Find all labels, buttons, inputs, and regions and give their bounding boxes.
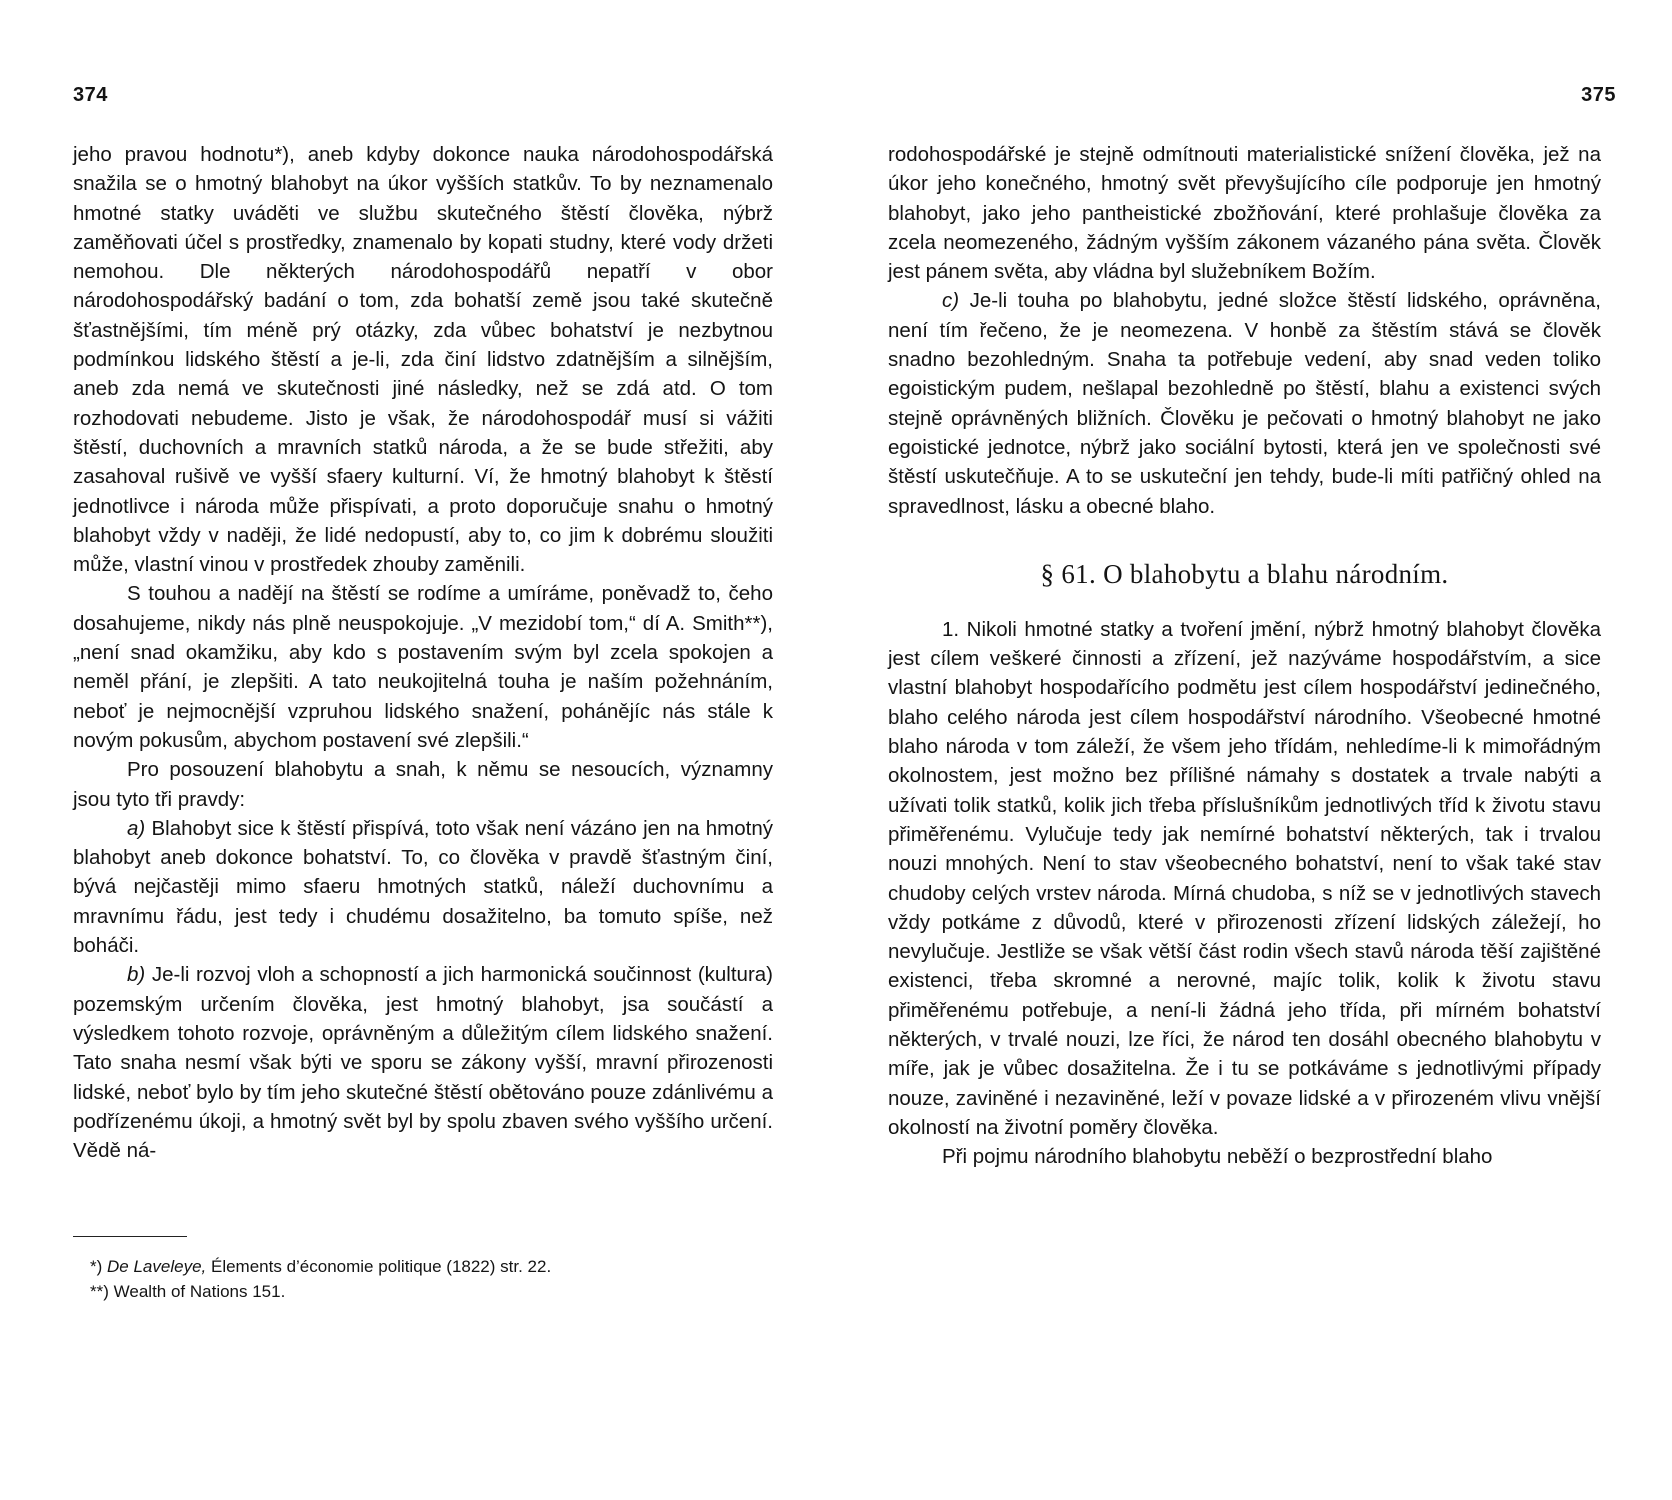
- footnote-mark: *): [90, 1257, 103, 1276]
- paragraph: 1. Nikoli hmotné statky a tvoření jmění, nýbrž hmotný blahobyt člověka jest cílem veškeré činnosti a zřízení, jež nazýváme hospodářstvím, a sice vlastní blahobyt hospodařícího podmětu jest cílem hospodářství jedinečného, blaho celého národa jest cílem hospodářství národního. Všeobecné hmotné blaho národa v tom záleží, že všem jeho třídám, nehledíme-li k mimořádným okolnostem, jest možno bez přílišné námahy s dostatek a trvale nabýti a užívati tolik statků, kolik jich třeba příslušníkům jednotlivých tříd k životu stavu přiměřenému. Vylučuje tedy jak nemírné bohatství některých, tak i trvalou nouzi mnohých. Není to stav všeobecného bohatství, není to však také stav chudoby celých vrstev národa. Mírná chudoba, s níž se v jednotlivých stavech vždy potkáme z důvodů, které v přirozenosti zřízení lidských záležejí, ho nevylučuje. Jestliže se však větší část rodin všech stavů národa těší zajištěné existenci, třeba skromné a nerovné, majíc tolik, kolik k životu stavu přiměřenému potřebuje, a není-li žádná jeho třída, při mírném bohatství některých, v trvalé nouzi, lze říci, že národ ten dosáhl obecného blahobytu v míře, jak je vůbec dosažitelna. Že i tu se potkáváme s jednotlivými případy nouze, zaviněné i nezaviněné, leží v povaze lidské a v přirozeném vlivu vnější okolností na životní poměry člověka.: [888, 617, 1601, 1139]
- page-number: 375: [1581, 84, 1616, 106]
- footnote-1: [90, 1254, 770, 1279]
- page-number: 374: [73, 84, 108, 106]
- list-marker: c): [942, 289, 960, 313]
- right-page-text: [888, 140, 1601, 1172]
- footnote-author: De Laveleye,: [107, 1257, 207, 1276]
- paragraph-b: [73, 960, 773, 1165]
- footnotes: [90, 1254, 770, 1304]
- paragraph: S touhou a nadějí na štěstí se rodíme a umíráme, poněvadž to, čeho dosahujeme, nikdy nás plně neuspokojuje. „V mezidobí tom,“ dí A. Smith**), „není snad okamžiku, aby kdo s postavením svým byl zcela spokojen a neměl přání, je zlepšiti. A tato neukojitelná touha je naším požehnáním, neboť je nejmocnější vzpruhou lidského snažení, pohánějíc nás stále k novým pokusům, abychom postavení své zlepšili.“: [73, 582, 773, 752]
- list-marker: b): [127, 963, 146, 987]
- paragraph-text: Je-li rozvoj vloh a schopností a jich harmonická součinnost (kultura) pozemským určením člověka, jest hmotný blahobyt, jsa součástí a výsledkem tohoto rozvoje, oprávněným a důležitým cílem lidského snažení. Tato snaha nesmí však býti ve sporu se zákony vyšší, mravní přirozenosti lidské, neboť bylo by tím jeho skutečné štěstí obětováno pouze zdánlivému a podřízenému úkoji, a hmotný svět byl by spolu zbaven svého vyššího určení. Vědě ná-: [73, 963, 773, 1163]
- section-heading: § 61. O blahobytu a blahu národním.: [1040, 558, 1449, 589]
- list-marker: a): [127, 816, 146, 840]
- paragraph-a: [73, 814, 773, 960]
- paragraph: Pro posouzení blahobytu a snah, k němu se nesoucích, významny jsou tyto tři pravdy:: [73, 758, 773, 811]
- paragraph: rodohospodářské je stejně odmítnouti materialistické snížení člověka, jež na úkor jeho konečného, hmotný svět převyšujícího cíle podporuje jen hmotný blahobyt, jako jeho pantheistické zbožňování, které prohlašuje člověka za zcela neomezeného, žádným vyšším zákonem vázaného pána světa. Člověk jest pánem světa, aby vládna byl služebníkem Božím.: [888, 143, 1601, 284]
- paragraph-c: [888, 286, 1601, 520]
- paragraph: jeho pravou hodnotu*), aneb kdyby dokonce nauka národohospodářská snažila se o hmotný blahobyt na úkor vyšších statkův. To by neznamenalo hmotné statky uváděti ve službu skutečného štěstí člověka, nýbrž zaměňovati účel s prostředky, znamenalo by kopati studny, které vody držeti nemohou. Dle některých národohospodářů nepatří v obor národohospodářský badání o tom, zda bohatší země jsou také skutečně šťastnějšími, tím méně prý otázky, zda vůbec bohatství je nezbytnou podmínkou lidského štěstí a je-li, zda činí lidstvo zdatnějším a silnějším, aneb zda nemá ve skutečnosti jiné následky, než se zdá atd. O tom rozhodovati nebudeme. Jisto je však, že národohospodář musí si vážiti štěstí, duchovních a mravních statků národa, a že se bude střežiti, aby zasahoval rušivě ve vyšší sfaery kulturní. Ví, že hmotný blahobyt k štěstí jednotlivce i národa může přispívati, a proto doporučuje snahu o hmotný blahobyt vždy v naději, že lidé nedopustí, aby to, co jim k dobrému sloužiti může, vlastní vinou v prostředek zhouby zaměnili.: [73, 143, 773, 577]
- paragraph-text: Blahobyt sice k štěstí přispívá, toto však není vázáno jen na hmotný blahobyt aneb dokonce bohatství. To, co člověka v pravdě šťastným činí, bývá nejčastěji mimo sfaeru hmotných statků, náleží duchovnímu a mravnímu řádu, jest tedy i chudému dosažitelno, ba tomuto spíše, než boháči.: [73, 816, 773, 958]
- footnote-2: [90, 1279, 770, 1304]
- paragraph: Při pojmu národního blahobytu neběží o bezprostřední blaho: [942, 1145, 1493, 1169]
- footnote-divider: [73, 1236, 187, 1237]
- left-page-text: [73, 140, 773, 1165]
- right-page: [836, 0, 1672, 1500]
- paragraph-text: Je-li touha po blahobytu, jedné složce štěstí lidského, oprávněna, není tím řečeno, že je neomezena. V honbě za štěstím stává se člověk snadno bezohledným. Snaha ta potřebuje vedení, aby snad veden toliko egoistickým pudem, nešlapal bezohledně po štěstí, blahu a existenci svých stejně oprávněných bližních. Člověku je pečovati o hmotný blahobyt ne jako egoistické jednotce, nýbrž jako sociální bytosti, která jen ve společnosti své štěstí uskutečňuje. A to se uskuteční jen tehdy, bude-li míti patřičný ohled na spravedlnost, lásku a obecné blaho.: [888, 289, 1601, 518]
- footnote-mark: **): [90, 1282, 109, 1301]
- footnote-text: Wealth of Nations 151.: [113, 1282, 286, 1301]
- footnote-text: Élements d’économie politique (1822) str. 22.: [210, 1257, 552, 1276]
